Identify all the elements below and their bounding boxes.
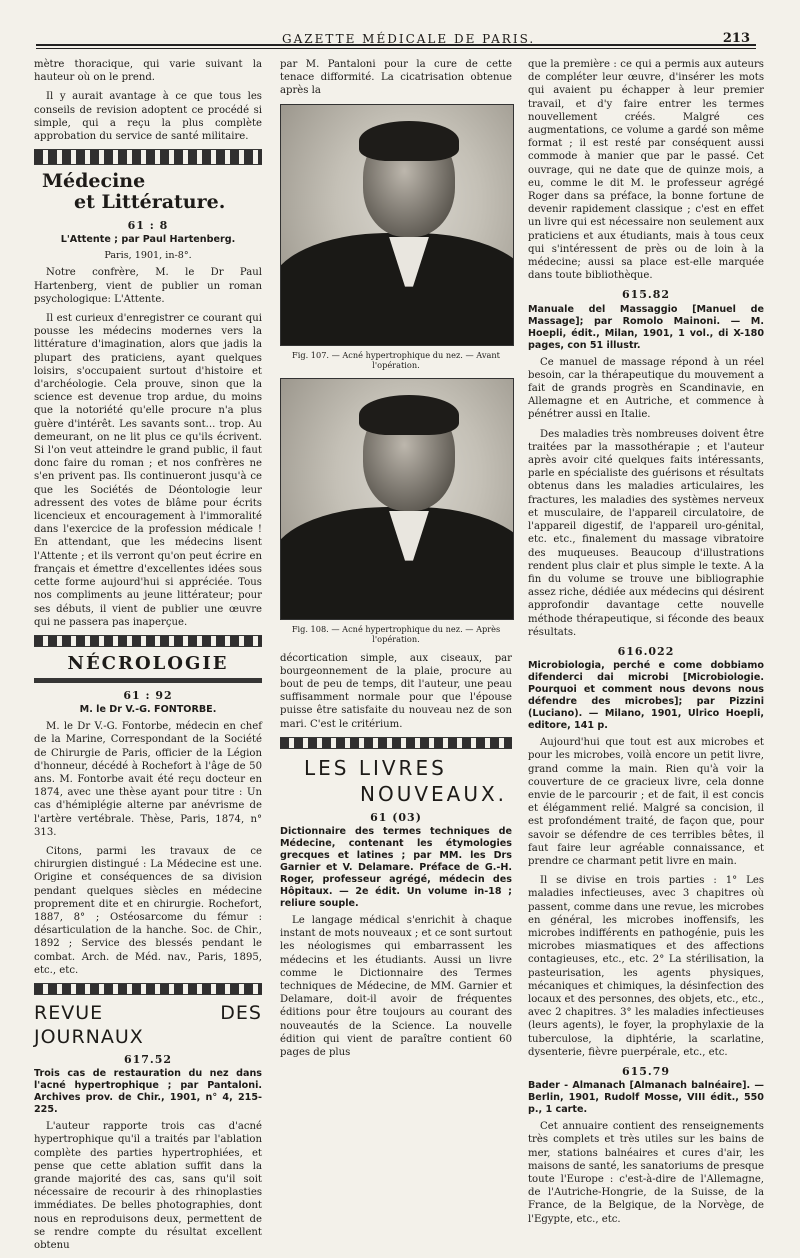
entry-title: Bader - Almanach [Almanach balnéaire]. — Berlin, 1901, Rudolf Mosse, VIII édit., 550 p., 1 carte.: [528, 1080, 764, 1116]
ornament-divider: [34, 983, 262, 995]
photo-after-operation: [280, 378, 514, 620]
figure-caption: Fig. 108. — Acné hypertrophique du nez. — Après l'opération.: [291, 623, 501, 644]
entry-title: Trois cas de restauration du nez dans l'acné hypertrophique ; par Pantaloni. Archives prov. de Chir., 1901, n° 4, 215-225.: [34, 1068, 262, 1116]
entry-number: 616.022: [617, 644, 675, 658]
paragraph: mètre thoracique, qui varie suivant la hauteur où on le prend.: [34, 59, 262, 84]
entry-title: Dictionnaire des termes techniques de Médecine, contenant les étymologies grecques et latines ; par MM. les Drs Garnier et V. Delamare. Préface de G.-H. Roger, professeur agrégé, médecin des Hôpitaux. — 2e édit. Un volume in-18 ; reliure souple.: [280, 826, 512, 910]
paragraph: M. le Dr V.-G. Fontorbe, médecin en chef de la Marine, Correspondant de la Société de Chirurgie de Paris, officier de la Légion d'honneur, décédé à Rochefort à l'âge de 50 ans. M. Fontorbe avait été reçu docteur en 1874, avec une thèse ayant pour titre : Un cas d'hémiplégie alterne par anévrisme de l'artère vertébrale. Thèse, Paris, 1874, n° 313.: [34, 721, 262, 838]
paragraph: décortication simple, aux ciseaux, par bourgeonnement de la plaie, procure au bout de peu de temps, dit l'auteur, une peau suffisamment normale pour que l'épouse puisse être satisfaite du nouveau nez de son mari. C'est le critérium.: [280, 652, 512, 730]
header-rule-thin: [36, 48, 756, 49]
section-title-revue: REVUE DES JOURNAUX: [34, 1001, 262, 1048]
figure-caption: Fig. 107. — Acné hypertrophique du nez. — Avant l'opération.: [292, 349, 500, 370]
paragraph: Il y aurait avantage à ce que tous les conseils de revision adoptent ce procédé si simple, qui a reçu la plus complète approbation du service de santé militaire.: [34, 91, 262, 143]
entry-title: Microbiologia, perché e come dobbiamo difenderci dai microbi [Microbiologie. Pourquoi et comment nous devons nous défendre des microbes]; par Pizzini (Luciano). — Milano, 1901, Ulrico Hoepli, editore, 141 p.: [528, 660, 764, 732]
ornament-divider: [34, 635, 262, 647]
section-title-necrologie: NÉCROLOGIE: [67, 652, 229, 674]
journal-title: GAZETTE MÉDICALE DE PARIS.: [282, 32, 536, 46]
paragraph: Aujourd'hui que tout est aux microbes et pour les microbes, voilà encore un petit livre, grand comme la main. Rien qu'à voir la couverture de ce gracieux livre, cela donne envie de le parcourir ; et de fait, il est concis et élégamment relié. Malgré sa concision, il est profondément traité, de façon que, pour savoir se défendre de ces terribles bêtes, il faut faire leur agréable connaissance, et prendre ce charmant petit livre en main.: [528, 737, 764, 867]
entry-number: 617.52: [123, 1052, 173, 1066]
page-number: 213: [722, 31, 750, 46]
paragraph: Citons, parmi les travaux de ce chirurgien distingué : La Médecine est une. Origine et conséquences de sa division pendant quelques siècles en médecine proprement dite et en chirurgie. Rochefort, 1887, 8° ; Ostéosarcome du fémur : désarticulation de la hanche. Soc. de Chir., 1892 ; Service des blessés pendant le combat. Arch. de Méd. nav., Paris, 1895, etc., etc.: [34, 845, 262, 976]
entry-number: 61 : 92: [123, 688, 173, 702]
paragraph: L'auteur rapporte trois cas d'acné hypertrophique qu'il a traités par l'ablation complète des parties hypertrophiées, et pense que cette ablation suffit dans la grande majorité des cas, sans qu'il soit nécessaire de recourir à des rhinoplasties immédiates. De belles photographies, dont nous en reproduisons deux, permettent de se rendre compte du résultat excellent obtenu: [34, 1121, 262, 1251]
ornament-divider: [34, 678, 262, 683]
paragraph: par M. Pantaloni pour la cure de cette tenace difformité. La cicatrisation obtenue après la: [280, 59, 512, 97]
paragraph: Ce manuel de massage répond à un réel besoin, car la thérapeutique du mouvement a fait de grands progrès en Scandinavie, en Allemagne et en Autriche, et commence à pénétrer aussi en Italie.: [528, 356, 764, 421]
entry-subtitle: Paris, 1901, in-8°.: [104, 250, 192, 262]
paragraph: que la première : ce qui a permis aux auteurs de compléter leur œuvre, d'insérer les mots qui avaient pu échapper à leur premier travail, et d'y faire entrer les termes nouvellement créés. Malgré ces augmentations, ce volume a gardé son même format ; il est resté par conséquent aussi commode à manier que par le passé. Cet ouvrage, qui ne date que de quinze mois, a eu, comme le dit M. le professeur agrégé Roger dans sa préface, la bonne fortune de devenir rapidement classique ; c'est en effet un livre qui est nécessaire non seulement aux praticiens et aux étudiants, mais à tous ceux qui s'intéressent de près ou de loin à la médecine; aussi sa place est-elle marquée dans toute bibliothèque.: [528, 59, 764, 282]
header-rule: [36, 44, 756, 46]
entry-number: 61 : 8: [127, 219, 169, 233]
paragraph: Notre confrère, M. le Dr Paul Hartenberg, vient de publier un roman psychologique: L'Attente.: [34, 267, 262, 305]
paragraph: Le langage médical s'enrichit à chaque instant de mots nouveaux ; et ce sont surtout les néologismes qui embarrassent les médecins et les étudiants. Aussi un livre comme le Dictionnaire des Termes techniques de Médecine, de MM. Garnier et Delamare, doit-il avoir de fréquentes éditions pour être toujours au courant des nouveautés de la Science. La nouvelle édition qui vient de paraître contient 60 pages de plus: [280, 915, 512, 1059]
ornament-divider: [280, 737, 512, 749]
section-title-livres: LES LIVRES: [304, 755, 447, 780]
section-title-medecine: Médecine: [42, 170, 146, 193]
entry-number: 615.79: [621, 1065, 671, 1078]
paragraph: Il se divise en trois parties : 1° Les maladies infectieuses, avec 3 chapitres où passent, comme dans une revue, les microbes en général, les microbes inoffensifs, les microbes indifférents en pathogénie, puis les microbes miasmatiques et des affections contagieuses, etc., etc. 2° La stérilisation, la pasteurisation, les agents physiques, mécaniques et chimiques, la désinfection des locaux et des personnes, des objets, etc., etc., avec 2 chapitres. 3° les maladies infectieuses (leurs agents), le foyer, la prophylaxie de la tuberculose, la diphtérie, la scarlatine, dysenterie, fièvre puerpérale, etc., etc.: [528, 875, 764, 1058]
ornament-divider: [34, 149, 262, 165]
entry-number: 61 (03): [370, 810, 422, 824]
entry-number: 615.82: [621, 288, 671, 302]
paragraph: Il est curieux d'enregistrer ce courant qui pousse les médecins modernes vers la littérature d'imagination, alors que jadis la plupart des praticiens, ayant quelques loisirs, s'occupaient surtout d'histoire et d'archéologie. Cela prouve, sinon que la science est devenue trop ardue, du moins que la notoriété qu'elle procure n'a plus guère d'intérêt. Les savants sont... trop. Au demeurant, on ne lit plus ce qu'ils écrivent. Si l'on veut atteindre le grand public, il faut donc faire du roman ; et nos confrères ne s'en privent pas. Ils continueront jusqu'à ce que les Sociétés de Déontologie leur adressent des votes de blâme pour écrits licencieux et encouragement à l'immoralité dans l'exercice de la profession médicale ! En attendant, que les médecins lisent l'Attente ; et ils verront qu'on peut écrire en français et émettre d'excellentes idées sous cette forme aujourd'hui si appréciée. Tous nos compliments au jeune littérateur; pour ses débuts, il vient de publier une œuvre qui ne passera pas inaperçue.: [34, 313, 262, 628]
section-title-nouveaux: NOUVEAUX.: [360, 781, 508, 806]
section-title-litterature: et Littérature.: [74, 191, 226, 214]
entry-title: Manuale del Massaggio [Manuel de Massage]; par Romolo Mainoni. — M. Hoepli, édit., Milan, 1901, 1 vol., di X-180 pages, con 51 illustr.: [528, 303, 764, 351]
entry-title: M. le Dr V.-G. FONTORBE.: [79, 704, 217, 716]
photo-figure-hair: [359, 395, 459, 435]
photo-before-operation: [280, 104, 514, 346]
paragraph: Cet annuaire contient des renseignements très complets et très utiles sur les bains de mer, stations balnéaires et cures d'air, les maisons de santé, les sanatoriums de presque toute l'Europe : c'est-à-dire de l'Allemagne, de l'Autriche-Hongrie, de la Suisse, de la France, de la Belgique, de la Norvège, de l'Egypte, etc., etc.: [528, 1121, 764, 1225]
paragraph: Des maladies très nombreuses doivent être traitées par la massothérapie ; et l'auteur après avoir cité quelques faits intéressants, parle en spécialiste des guérisons et résultats obtenus dans les maladies articulaires, les fractures, les maladies des systèmes nerveux et musculaire, de l'appareil circulatoire, de l'appareil digestif, de l'appareil uro-génital, etc. etc., finalement du massage vibratoire des muqueuses. Beaucoup d'illustrations rendent plus clair et plus simple le texte. A la fin du volume se trouve une bibliographie assez riche, dédiée aux médecins qui désirent approfondir davantage cette nouvelle méthode thérapeutique, si féconde des beaux résultats.: [528, 428, 764, 638]
entry-title: L'Attente ; par Paul Hartenberg.: [60, 234, 236, 246]
column-middle: [280, 58, 512, 1065]
column-left: [34, 58, 262, 1258]
column-right: [528, 58, 764, 1232]
photo-figure-hair: [359, 121, 459, 161]
